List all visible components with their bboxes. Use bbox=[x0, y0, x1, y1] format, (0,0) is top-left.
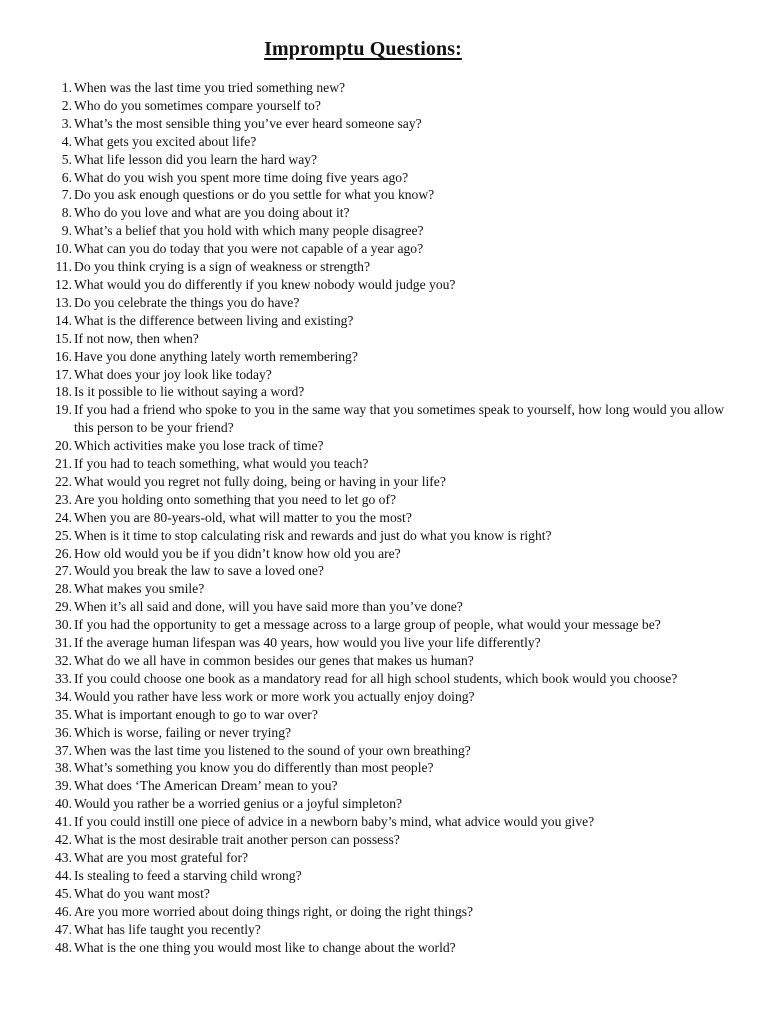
question-item bbox=[44, 79, 744, 97]
question-text: Would you break the law to save a loved one? bbox=[74, 563, 324, 579]
question-number: 36. bbox=[55, 724, 72, 740]
question-text: If you had the opportunity to get a message across to a large group of people, what would your message be? bbox=[74, 617, 661, 633]
question-text: Which is worse, failing or never trying? bbox=[74, 724, 292, 740]
question-text: What’s the most sensible thing you’ve ever heard someone say? bbox=[74, 115, 422, 131]
question-item bbox=[44, 294, 744, 312]
question-text: Do you think crying is a sign of weakness or strength? bbox=[74, 259, 370, 275]
question-text: How old would you be if you didn’t know how old you are? bbox=[74, 545, 401, 561]
question-number: 18. bbox=[55, 384, 72, 400]
question-text: What is the most desirable trait another person can possess? bbox=[74, 832, 400, 848]
question-number: 6. bbox=[61, 169, 72, 185]
question-item bbox=[44, 491, 744, 509]
question-number: 4. bbox=[61, 133, 72, 149]
question-number: 7. bbox=[61, 187, 72, 203]
question-text: If you had a friend who spoke to you in the same way that you sometimes speak to yourself, how long would you allow this person to be your friend? bbox=[74, 402, 725, 436]
question-text: Is it possible to lie without saying a word? bbox=[74, 384, 305, 400]
question-item bbox=[44, 795, 744, 813]
question-number: 48. bbox=[55, 939, 72, 955]
question-list bbox=[44, 79, 744, 956]
question-item bbox=[44, 921, 744, 939]
question-item bbox=[44, 724, 744, 742]
question-item bbox=[44, 706, 744, 724]
question-text: What is the one thing you would most like to change about the world? bbox=[74, 939, 456, 955]
question-item bbox=[44, 186, 744, 204]
question-text: What life lesson did you learn the hard way? bbox=[74, 151, 318, 167]
question-item bbox=[44, 813, 744, 831]
question-text: What can you do today that you were not capable of a year ago? bbox=[74, 241, 424, 257]
question-item bbox=[44, 169, 744, 187]
question-number: 32. bbox=[55, 653, 72, 668]
question-number: 3. bbox=[61, 115, 72, 131]
question-item bbox=[44, 330, 744, 348]
question-item bbox=[44, 222, 744, 240]
question-number: 22. bbox=[55, 473, 72, 489]
question-number: 15. bbox=[55, 330, 72, 346]
question-text: Are you more worried about doing things right, or doing the right things? bbox=[74, 903, 474, 919]
question-item bbox=[44, 348, 744, 366]
question-text: When you are 80-years-old, what will matter to you the most? bbox=[74, 509, 412, 525]
question-number: 25. bbox=[55, 527, 72, 543]
question-text: What’s a belief that you hold with which many people disagree? bbox=[74, 223, 424, 239]
question-item bbox=[44, 527, 744, 545]
question-item bbox=[44, 312, 744, 330]
question-item bbox=[44, 939, 744, 957]
question-item bbox=[44, 634, 744, 652]
question-item bbox=[44, 867, 744, 885]
question-number: 1. bbox=[61, 80, 72, 95]
question-item bbox=[44, 670, 744, 688]
question-number: 20. bbox=[55, 438, 72, 454]
question-item bbox=[44, 276, 744, 294]
question-number: 45. bbox=[55, 885, 72, 901]
question-item bbox=[44, 849, 744, 867]
question-number: 5. bbox=[61, 151, 72, 167]
question-text: What would you do differently if you knew nobody would judge you? bbox=[74, 276, 456, 292]
question-item bbox=[44, 598, 744, 616]
question-number: 29. bbox=[55, 599, 72, 615]
question-number: 17. bbox=[55, 366, 72, 382]
question-text: What do we all have in common besides our genes that makes us human? bbox=[74, 653, 474, 668]
question-item bbox=[44, 97, 744, 115]
question-text: What does your joy look like today? bbox=[74, 366, 272, 382]
question-number: 12. bbox=[55, 276, 72, 292]
question-number: 43. bbox=[55, 849, 72, 865]
question-number: 35. bbox=[55, 706, 72, 722]
question-number: 24. bbox=[55, 509, 72, 525]
question-text: Would you rather be a worried genius or a joyful simpleton? bbox=[74, 796, 403, 812]
question-number: 46. bbox=[55, 903, 72, 919]
question-text: What does ‘The American Dream’ mean to you? bbox=[74, 778, 338, 794]
question-text: What are you most grateful for? bbox=[74, 849, 249, 865]
question-item bbox=[44, 366, 744, 384]
question-item bbox=[44, 580, 744, 598]
question-number: 26. bbox=[55, 545, 72, 561]
question-text: What do you want most? bbox=[74, 885, 210, 901]
question-item bbox=[44, 777, 744, 795]
question-text: When was the last time you tried something new? bbox=[74, 80, 346, 95]
question-text: What’s something you know you do differently than most people? bbox=[74, 760, 434, 776]
question-item bbox=[44, 383, 744, 401]
question-item bbox=[44, 688, 744, 706]
question-number: 34. bbox=[55, 688, 72, 704]
question-text: When was the last time you listened to the sound of your own breathing? bbox=[74, 742, 471, 758]
question-number: 30. bbox=[55, 617, 72, 633]
question-item bbox=[44, 652, 744, 670]
question-text: What is the difference between living and existing? bbox=[74, 312, 354, 328]
question-text: When it’s all said and done, will you have said more than you’ve done? bbox=[74, 599, 463, 615]
question-item bbox=[44, 204, 744, 222]
question-item bbox=[44, 437, 744, 455]
question-number: 14. bbox=[55, 312, 72, 328]
question-number: 9. bbox=[61, 223, 72, 239]
question-item bbox=[44, 831, 744, 849]
question-number: 39. bbox=[55, 778, 72, 794]
question-text: What is important enough to go to war over? bbox=[74, 706, 318, 722]
question-text: If you had to teach something, what would you teach? bbox=[74, 456, 369, 472]
question-item bbox=[44, 258, 744, 276]
question-number: 27. bbox=[55, 563, 72, 579]
question-number: 28. bbox=[55, 581, 72, 597]
page-title: Impromptu Questions: bbox=[264, 38, 462, 60]
question-text: Who do you love and what are you doing about it? bbox=[74, 205, 350, 221]
question-text: Who do you sometimes compare yourself to? bbox=[74, 97, 321, 113]
question-text: What would you regret not fully doing, being or having in your life? bbox=[74, 473, 446, 489]
question-number: 8. bbox=[61, 205, 72, 221]
question-number: 10. bbox=[55, 241, 72, 257]
question-number: 41. bbox=[55, 814, 72, 830]
question-text: Do you ask enough questions or do you settle for what you know? bbox=[74, 187, 435, 203]
question-text: Would you rather have less work or more work you actually enjoy doing? bbox=[74, 688, 475, 704]
question-number: 44. bbox=[55, 867, 72, 883]
question-number: 19. bbox=[55, 402, 72, 418]
question-text: If you could choose one book as a mandatory read for all high school students, which book would you choose? bbox=[74, 670, 678, 686]
question-item bbox=[44, 240, 744, 258]
question-text: What do you wish you spent more time doing five years ago? bbox=[74, 169, 409, 185]
question-item bbox=[44, 509, 744, 527]
question-text: Are you holding onto something that you need to let go of? bbox=[74, 491, 397, 507]
question-item bbox=[44, 115, 744, 133]
question-number: 16. bbox=[55, 348, 72, 364]
question-item bbox=[44, 903, 744, 921]
question-number: 23. bbox=[55, 491, 72, 507]
question-item bbox=[44, 759, 744, 777]
question-item bbox=[44, 742, 744, 760]
question-item bbox=[44, 562, 744, 580]
question-text: If not now, then when? bbox=[74, 330, 199, 346]
question-item bbox=[44, 473, 744, 491]
question-text: If the average human lifespan was 40 years, how would you live your life differently? bbox=[74, 635, 541, 651]
question-number: 37. bbox=[55, 742, 72, 758]
question-number: 31. bbox=[55, 635, 72, 651]
question-item bbox=[44, 133, 744, 151]
question-text: If you could instill one piece of advice in a newborn baby’s mind, what advice would you give? bbox=[74, 814, 595, 830]
question-text: Which activities make you lose track of time? bbox=[74, 438, 324, 454]
question-item bbox=[44, 616, 744, 634]
question-text: What makes you smile? bbox=[74, 581, 205, 597]
question-item bbox=[44, 455, 744, 473]
question-number: 40. bbox=[55, 796, 72, 812]
question-text: Do you celebrate the things you do have? bbox=[74, 294, 300, 310]
question-item bbox=[44, 545, 744, 563]
question-text: Is stealing to feed a starving child wrong? bbox=[74, 867, 302, 883]
question-text: Have you done anything lately worth remembering? bbox=[74, 348, 358, 364]
question-item bbox=[44, 151, 744, 169]
question-text: What has life taught you recently? bbox=[74, 921, 261, 937]
question-number: 11. bbox=[55, 259, 72, 275]
question-number: 47. bbox=[55, 921, 72, 937]
question-number: 2. bbox=[61, 97, 72, 113]
question-text: When is it time to stop calculating risk and rewards and just do what you know is right? bbox=[74, 527, 552, 543]
question-number: 42. bbox=[55, 832, 72, 848]
question-number: 13. bbox=[55, 294, 72, 310]
question-item bbox=[44, 885, 744, 903]
question-text: What gets you excited about life? bbox=[74, 133, 257, 149]
question-number: 38. bbox=[55, 760, 72, 776]
question-number: 33. bbox=[55, 670, 72, 686]
question-number: 21. bbox=[55, 456, 72, 472]
question-item bbox=[44, 401, 744, 437]
